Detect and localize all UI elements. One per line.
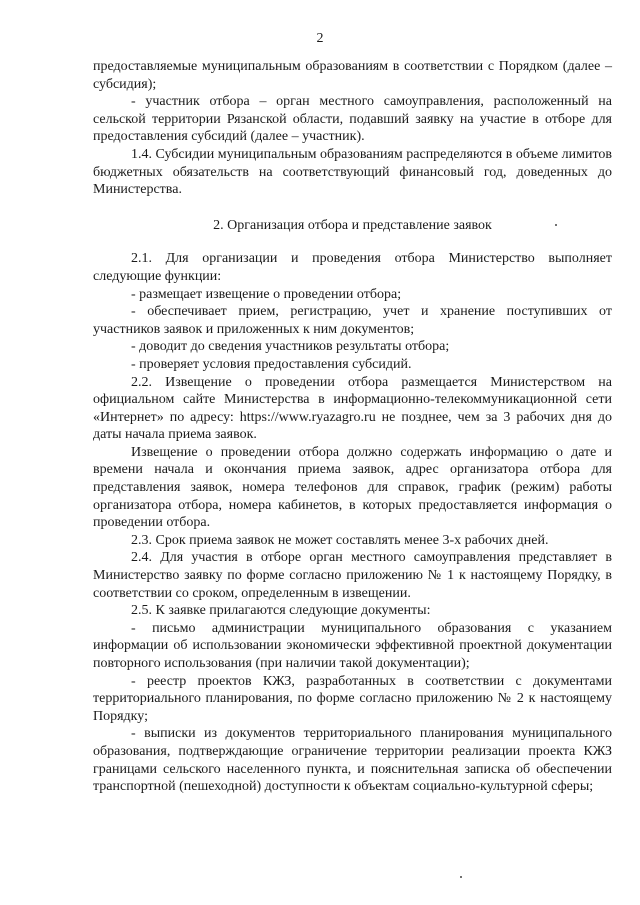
paragraph: 2.2. Извещение о проведении отбора размещается Министерством на официальном сайте Министерства в информационно-телекоммуникационной сети «Интернет» по адресу: https://www.ryazagro.ru не позднее, чем за 3 рабочих дня до даты начала приема заявок. xyxy=(93,374,612,443)
list-item: - выписки из документов территориального планирования муниципального образования, подтверждающие ограничение территории реализации проекта КЖЗ границами сельского населенного пункта, и пояснительная записка об обеспечении транспортной (пешеходной) доступности к объектам социально-культурной сферы; xyxy=(93,726,612,795)
document-body xyxy=(93,58,612,796)
page-number: 2 xyxy=(316,31,324,46)
list-item: - письмо администрации муниципального образования с указанием информации об использовании экономически эффективной проектной документации повторного использования (при наличии такой документации); xyxy=(93,620,612,671)
paragraph: 2.3. Срок приема заявок не может составлять менее 3-х рабочих дней. xyxy=(131,532,549,548)
list-item: - обеспечивает прием, регистрацию, учет и хранение поступивших от участников заявок и приложенных к ним документов; xyxy=(93,304,612,337)
paragraph: 1.4. Субсидии муниципальным образованиям распределяются в объеме лимитов бюджетных обязательств на соответствующий финансовый год, доведенных до Министерства. xyxy=(93,146,612,198)
list-item: - доводит до сведения участников результаты отбора; xyxy=(131,339,450,355)
list-item: - реестр проектов КЖЗ, разработанных в соответствии с документами территориального планирования, по форме согласно приложению № 2 к настоящему Порядку; xyxy=(93,673,612,724)
list-item: - проверяет условия предоставления субсидий. xyxy=(131,356,412,372)
scan-speck xyxy=(460,876,462,878)
section-heading: 2. Организация отбора и представление заявок xyxy=(213,217,492,233)
paragraph: Извещение о проведении отбора должно содержать информацию о дате и времени начала и окончания приема заявок, адрес организатора отбора для представления заявок, номера телефонов для справок, график (режим) работы организатора отбора, номера кабинетов, в которых предоставляется информация о проведении отбора. xyxy=(93,444,612,531)
scan-speck xyxy=(555,224,557,226)
paragraph: 2.4. Для участия в отборе орган местного самоуправления представляет в Министерство заявку по форме согласно приложению № 1 к настоящему Порядку, в соответствии со сроком, определенным в извещении. xyxy=(93,550,612,601)
paragraph: 2.1. Для организации и проведения отбора Министерство выполняет следующие функции: xyxy=(93,251,612,284)
paragraph: - участник отбора – орган местного самоуправления, расположенный на сельской территории Рязанской области, подавший заявку на участие в отборе для предоставления субсидий (далее – участник). xyxy=(93,94,612,145)
paragraph: 2.5. К заявке прилагаются следующие документы: xyxy=(131,603,431,619)
list-item: - размещает извещение о проведении отбора; xyxy=(131,286,402,302)
paragraph: предоставляемые муниципальным образованиям в соответствии с Порядком (далее – субсидия); xyxy=(93,59,612,92)
